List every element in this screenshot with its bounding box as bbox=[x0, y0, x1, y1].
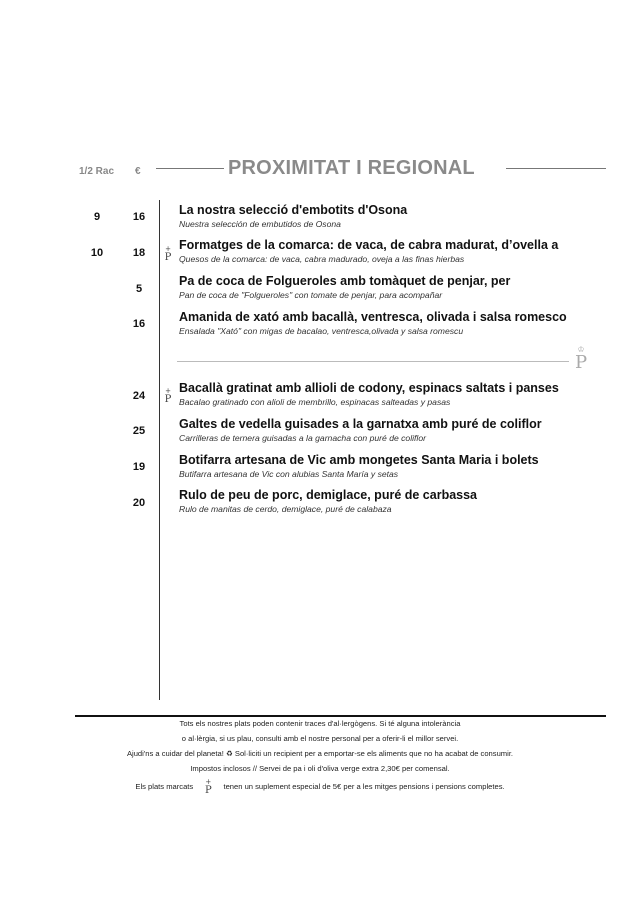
supplement-notice: Els plats marcats + P tenen un suplement especial de 5€ per a les mitges pensions i pensions completes. bbox=[135, 777, 505, 796]
supplement-p-icon: + P bbox=[204, 777, 212, 796]
item-subtitle: Quesos de la comarca: de vaca, cabra madurado, oveja a las finas hierbas bbox=[179, 254, 465, 264]
item-subtitle: Bacalao gratinado con alioli de membrillo, espinacas salteadas y pasas bbox=[179, 397, 451, 407]
title-rule-left bbox=[156, 168, 224, 169]
recycle-icon: ♻ bbox=[225, 749, 233, 758]
column-divider bbox=[159, 200, 160, 700]
item-title: Pa de coca de Folgueroles amb tomàquet de penjar, per bbox=[179, 274, 511, 288]
item-title: Bacallà gratinat amb allioli de codony, espinacs saltats i panses bbox=[179, 381, 559, 395]
item-title: Amanida de xató amb bacallà, ventresca, olivada i salsa romesco bbox=[179, 310, 567, 324]
allergen-notice-2: o al·lèrgia, si us plau, consulti amb el nostre personal per a oferir-li el millor servei. bbox=[181, 734, 459, 743]
item-title: Galtes de vedella guisades a la garnatxa amb puré de coliflor bbox=[179, 417, 542, 431]
item-subtitle: Carrilleras de ternera guisadas a la garnacha con puré de coliflor bbox=[179, 433, 426, 443]
price: 16 bbox=[132, 318, 146, 330]
item-subtitle: Butifarra artesana de Vic con alubias Santa María y setas bbox=[179, 469, 399, 479]
item-title: Rulo de peu de porc, demiglace, puré de carbassa bbox=[179, 488, 478, 502]
item-subtitle: Pan de coca de "Folgueroles" con tomate de penjar, para acompañar bbox=[179, 290, 443, 300]
price: 24 bbox=[132, 390, 146, 402]
price: 16 bbox=[132, 211, 146, 223]
footer-rule bbox=[75, 715, 606, 717]
planet-notice: Ajudi'ns a cuidar del planeta! ♻ Sol·liciti un recipient per a emportar-se els aliments que no ha acabat de consumir. bbox=[126, 749, 514, 758]
item-title: Formatges de la comarca: de vaca, de cabra madurat, d’ovella a bbox=[179, 238, 559, 252]
price: 19 bbox=[132, 461, 146, 473]
half-portion-header: 1/2 Rac bbox=[79, 166, 115, 177]
supplement-p-icon: + P bbox=[164, 245, 172, 263]
taxes-notice: Impostos inclosos // Servei de pa i oli d'oliva verge extra 2,30€ per comensal. bbox=[190, 764, 450, 773]
item-title: La nostra selecció d'embotits d'Osona bbox=[179, 203, 408, 217]
price-header: € bbox=[135, 166, 141, 177]
title-rule-right bbox=[506, 168, 606, 169]
item-subtitle: Rulo de manitas de cerdo, demiglace, puré de calabaza bbox=[179, 504, 392, 514]
price: 5 bbox=[135, 283, 143, 295]
half-price: 9 bbox=[93, 211, 101, 223]
item-subtitle: Nuestra selección de embutidos de Osona bbox=[179, 219, 341, 229]
allergen-notice-1: Tots els nostres plats poden contenir traces d'al·lergògens. Si té alguna intolerància bbox=[179, 719, 461, 728]
price: 25 bbox=[132, 425, 146, 437]
half-price: 10 bbox=[90, 247, 104, 259]
group-divider bbox=[177, 361, 569, 362]
item-subtitle: Ensalada "Xató" con migas de bacalao, ventresca,olivada y salsa romescu bbox=[179, 326, 464, 336]
crown-p-logo-icon: ♔ P bbox=[574, 345, 588, 373]
supplement-p-icon: + P bbox=[164, 387, 172, 405]
price: 20 bbox=[132, 497, 146, 509]
section-title: PROXIMITAT I REGIONAL bbox=[228, 157, 475, 179]
price: 18 bbox=[132, 247, 146, 259]
item-title: Botifarra artesana de Vic amb mongetes Santa Maria i bolets bbox=[179, 453, 539, 467]
